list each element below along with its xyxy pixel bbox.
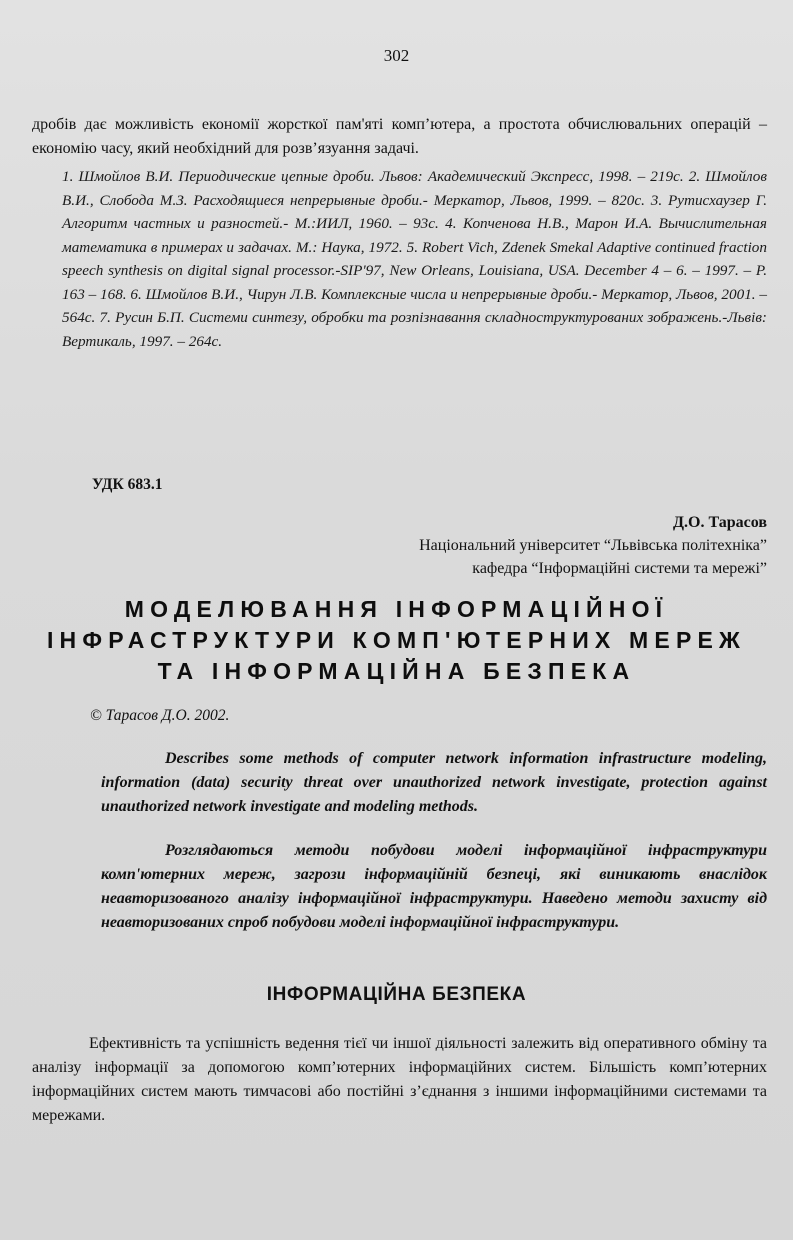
- author-name: Д.О. Тарасов: [673, 514, 767, 531]
- body-paragraph: Ефективність та успішність ведення тієї чи іншої діяльності залежить від оперативного обміну та аналізу інформації за допомогою комп’ютерних інформаційних систем. Більшість комп’ютерних інформаційних систем мають тимчасові або постійні з’єднання з іншими інформаційними системами та мережами.: [32, 1035, 767, 1124]
- page-number: 302: [383, 46, 410, 65]
- article-title: МОДЕЛЮВАННЯ ІНФОРМАЦІЙНОЇ ІНФРАСТРУКТУРИ КОМП'ЮТЕРНИХ МЕРЕЖ ТА ІНФОРМАЦІЙНА БЕЗПЕКА: [46, 596, 747, 684]
- abstract-ukrainian: Розглядаються методи побудови моделі інформаційної інфраструктури комп'ютерних мереж, загрози інформаційній безпеці, які виникають внаслідок неавторизованого аналізу інформаційної інфраструктури. Наведено методи захисту від неавторизованих спроб побудови моделі інформаційної інфраструктури.: [101, 842, 767, 931]
- reference-list: 1. Шмойлов В.И. Периодические цепные дроби. Львов: Академический Экспресс, 1998. – 219с. 2. Шмойлов В.И., Слобода М.З. Расходящиеся непрерывные дроби.- Меркатор, Львов, 1999. – 820с. 3. Рутисхаузер Г. Алгоритм частных и разностей.- М.:ИИЛ, 1960. – 93с. 4. Копченова Н.В., Марон И.А. Вычислительная математика в примерах и задачах. М.: Наука, 1972. 5. Robert Vich, Zdenek Smekal Adaptive continued fraction speech synthesis on digital signal processor.-SIP'97, New Orleans, Louisiana, USA. December 4 – 6. – 1997. – P. 163 – 168. 6. Шмойлов В.И., Чирун Л.В. Комплексные числа и непрерывные дроби.- Меркатор, Львов, 2001. – 564с. 7. Русин Б.П. Системи синтезу, обробки та розпізнавання складноструктурованих зображень.-Львів: Вертикаль, 1997. – 264с.: [62, 168, 767, 350]
- abstract-english: Describes some methods of computer network information infrastructure modeling, information (data) security threat over unauthorized network investigate, protection against unauthorized network investigate and modeling methods.: [101, 750, 767, 815]
- affiliation-department: кафедра “Інформаційні системи та мережі”: [472, 560, 767, 577]
- copyright-notice: © Тарасов Д.О. 2002.: [90, 707, 230, 724]
- author-block: [419, 511, 767, 580]
- affiliation-university: Національний університет “Львівська політехніка”: [419, 537, 767, 554]
- udc-code: УДК 683.1: [92, 476, 163, 493]
- section-heading: ІНФОРМАЦІЙНА БЕЗПЕКА: [266, 984, 527, 1005]
- previous-article-closing-text: дробів дає можливість економії жорсткої пам'яті комп’ютера, а простота обчислювальних операцій – економію часу, який необхідний для розв’язуання задачі.: [32, 116, 767, 157]
